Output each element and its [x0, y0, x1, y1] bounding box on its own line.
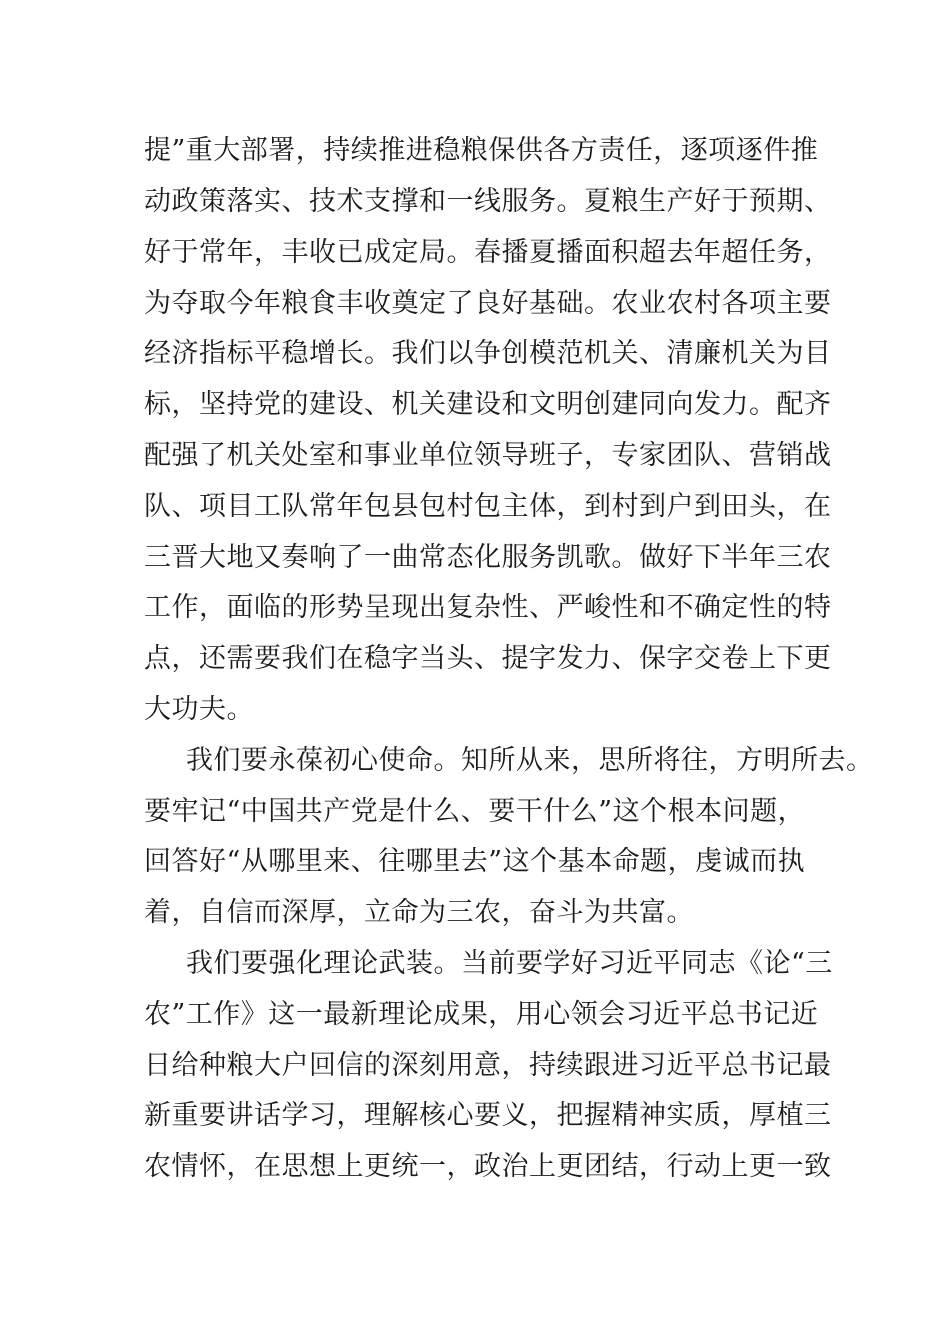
text-line: 新重要讲话学习，理解核心要义，把握精神实质，厚植三 [144, 1100, 832, 1131]
text-line: 为夺取今年粮食丰收奠定了良好基础。农业农村各项主要 [144, 288, 832, 319]
text-line: 要牢记“中国共产党是什么、要干什么”这个根本问题， [144, 796, 806, 827]
text-line: 动政策落实、技术支撑和一线服务。夏粮生产好于预期、 [144, 186, 832, 217]
text-line: 配强了机关处室和事业单位领导班子，专家团队、营销战 [144, 440, 832, 471]
text-line: 三晋大地又奏响了一曲常态化服务凯歌。做好下半年三农 [144, 542, 832, 573]
text-line: 日给种粮大户回信的深刻用意，持续跟进习近平总书记最 [144, 1050, 832, 1081]
text-line: 农”工作》这一最新理论成果，用心领会习近平总书记近 [144, 999, 819, 1030]
text-line: 工作，面临的形势呈现出复杂性、严峻性和不确定性的特 [144, 592, 832, 623]
text-line: 点，还需要我们在稳字当头、提字发力、保字交卷上下更 [144, 643, 832, 674]
text-line: 标，坚持党的建设、机关建设和文明创建同向发力。配齐 [144, 389, 832, 420]
text-line: 回答好“从哪里来、往哪里去”这个基本命题，虔诚而执 [144, 846, 806, 877]
text-line: 着，自信而深厚，立命为三农，奋斗为共富。 [144, 897, 694, 928]
text-line: 经济指标平稳增长。我们以争创模范机关、清廉机关为目 [144, 338, 832, 369]
text-line: 农情怀，在思想上更统一，政治上更团结，行动上更一致 [144, 1151, 832, 1182]
paragraph-first-line: 我们要永葆初心使命。知所从来，思所将往，方明所去。 [186, 745, 874, 776]
paragraph-first-line: 我们要强化理论武装。当前要学好习近平同志《论“三 [186, 948, 833, 979]
text-line: 提”重大部署，持续推进稳粮保供各方责任，逐项逐件推 [144, 135, 819, 166]
text-line: 好于常年，丰收已成定局。春播夏播面积超去年超任务， [144, 237, 832, 268]
text-line: 队、项目工队常年包县包村包主体，到村到户到田头，在 [144, 491, 832, 522]
text-line: 大功夫。 [144, 694, 254, 725]
